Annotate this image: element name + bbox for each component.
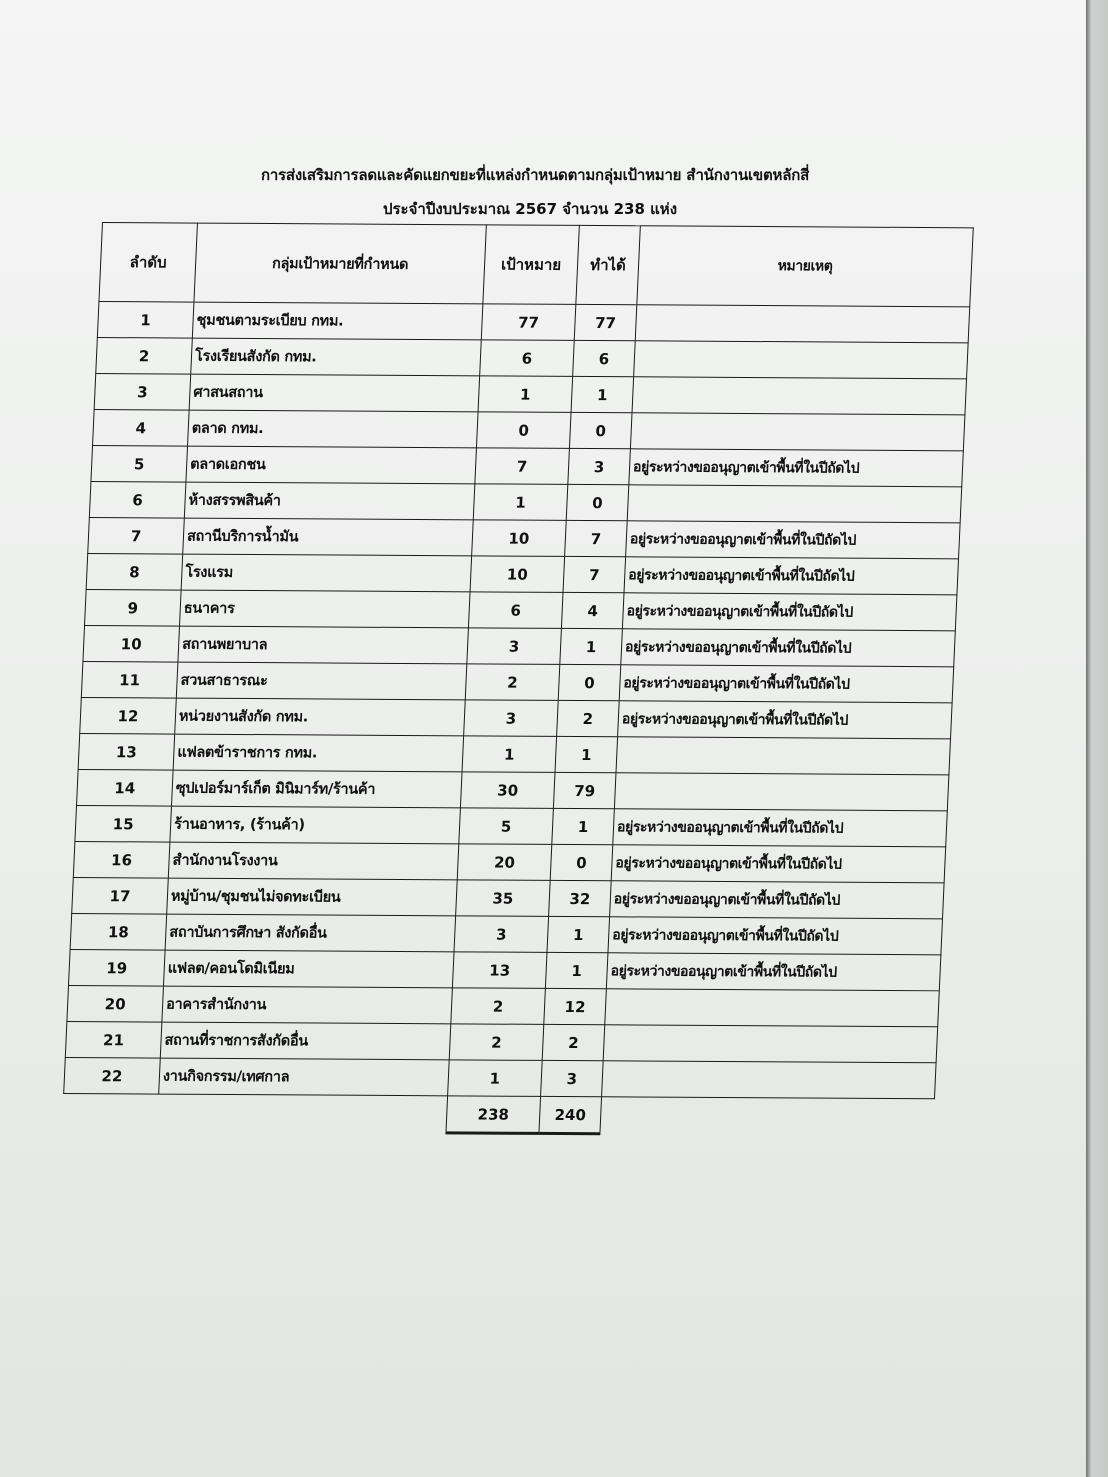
row-done-count: 77 [574,304,637,340]
header-target: เป้าหมาย [483,225,579,305]
row-number: 6 [89,481,186,518]
table-body [64,302,970,1099]
row-note: อยู่ระหว่างขออนุญาตเข้าพื้นที่ในปีถัดไป [611,845,946,883]
table-row [64,1057,936,1098]
row-note: อยู่ระหว่างขออนุญาตเข้าพื้นที่ในปีถัดไป [606,953,941,991]
row-target-count: 30 [460,772,555,809]
paper-edge-shadow [1086,0,1108,1477]
row-done-count: 4 [561,592,624,628]
row-done-count: 1 [545,952,608,988]
row-note: อยู่ระหว่างขออนุญาตเข้าพื้นที่ในปีถัดไป [629,449,964,487]
row-note: อยู่ระหว่างขออนุญาตเข้าพื้นที่ในปีถัดไป [608,917,943,955]
row-done-count: 7 [563,556,626,592]
row-target-group: ห้างสรรพสินค้า [184,482,475,520]
row-number: 1 [97,302,194,339]
row-target-group: ศาสนสถาน [189,374,480,412]
table-row [78,733,950,774]
document-title: การส่งเสริมการลดและคัดแยกขยะที่แหล่งกำหนดตามกลุ่มเป้าหมาย สำนักงานเขตหลักสี่ [260,166,810,184]
table-row [83,625,955,666]
row-note [616,737,951,775]
row-target-group: โรงแรม [181,554,472,592]
row-target-group: สถาบันการศึกษา สังกัดอื่น [165,914,456,952]
row-done-count: 0 [566,484,629,520]
header-note: หมายเหตุ [637,226,973,307]
row-target-group: ชุมชนตามระเบียบ กทม. [192,302,483,340]
table-container [61,222,973,1137]
row-done-count: 2 [542,1024,605,1060]
table-row [91,445,963,486]
row-number: 19 [69,949,166,986]
table-row [97,302,969,343]
table-row [77,769,949,810]
row-number: 20 [67,985,164,1022]
row-number: 4 [93,409,190,446]
table-row [70,913,942,954]
table-row [88,517,960,558]
row-done-count: 1 [555,736,618,772]
total-blank-1 [62,1093,159,1131]
row-note: อยู่ระหว่างขออนุญาตเข้าพื้นที่ในปีถัดไป [613,809,948,847]
total-row [62,1093,934,1135]
row-target-count: 7 [475,448,570,485]
document-subtitle: ประจำปีงบประมาณ 2567 จำนวน 238 แห่ง [382,200,678,218]
row-number: 13 [78,733,175,770]
table-row [96,338,968,379]
row-target-group: แฟลต/คอนโดมิเนียม [163,950,454,988]
row-target-count: 1 [462,736,557,773]
row-target-count: 20 [457,844,552,881]
table-row [69,949,941,990]
row-done-count: 7 [565,520,628,556]
table-row [94,374,966,415]
row-target-group: งานกิจกรรม/เทศกาล [159,1058,450,1096]
row-number: 12 [80,697,177,734]
row-target-group: สถานีบริการน้ำมัน [183,518,474,556]
row-note [603,1025,938,1063]
row-note: อยู่ระหว่างขออนุญาตเข้าพื้นที่ในปีถัดไป [618,701,953,739]
row-done-count: 0 [558,664,621,700]
row-target-count: 35 [456,880,551,917]
total-blank-2 [157,1094,448,1133]
table-row [73,841,945,882]
row-target-count: 2 [451,988,546,1025]
row-target-group: ธนาคาร [180,590,471,628]
row-target-group: ซุปเปอร์มาร์เก็ต มินิมาร์ท/ร้านค้า [171,770,462,808]
row-target-group: แฟลตข้าราชการ กทม. [173,734,464,772]
row-note: อยู่ระหว่างขออนุญาตเข้าพื้นที่ในปีถัดไป [624,557,959,595]
header-group: กลุ่มเป้าหมายที่กำหนด [194,223,486,304]
row-done-count: 12 [544,988,607,1024]
target-group-table [61,222,973,1137]
row-note [632,377,967,415]
row-target-count: 6 [480,340,575,377]
table-row [75,805,947,846]
header-row [99,223,973,307]
row-target-count: 3 [467,628,562,665]
row-number: 21 [65,1021,162,1058]
row-done-count: 6 [573,340,636,376]
row-note [602,1061,937,1099]
header-done: ทำได้ [576,225,641,304]
row-number: 8 [86,553,183,590]
row-note [627,485,962,523]
row-number: 3 [94,374,191,411]
row-target-count: 1 [448,1060,543,1097]
row-number: 16 [73,841,170,878]
row-note: อยู่ระหว่างขออนุญาตเข้าพื้นที่ในปีถัดไป [626,521,961,559]
row-done-count: 1 [547,916,610,952]
row-number: 9 [85,589,182,626]
row-note [605,989,940,1027]
row-note [635,305,970,343]
row-target-count: 2 [465,664,560,701]
row-done-count: 1 [560,628,623,664]
row-target-count: 5 [459,808,554,845]
row-done-count: 3 [568,448,631,484]
row-target-group: ตลาดเอกชน [186,446,477,484]
row-note: อยู่ระหว่างขออนุญาตเข้าพื้นที่ในปีถัดไป [610,881,945,919]
row-done-count: 3 [541,1060,604,1096]
row-done-count: 1 [552,808,615,844]
row-target-count: 6 [468,592,563,629]
row-note: อยู่ระหว่างขออนุญาตเข้าพื้นที่ในปีถัดไป [619,665,954,703]
row-done-count: 2 [557,700,620,736]
total-target: 238 [446,1096,541,1134]
table-row [65,1021,937,1062]
row-target-count: 3 [454,916,549,953]
row-number: 11 [81,661,178,698]
row-note [614,773,949,811]
row-target-group: สถานพยาบาล [178,626,469,664]
row-number: 17 [72,877,169,914]
row-target-count: 2 [449,1024,544,1061]
row-target-group: โรงเรียนสังกัด กทม. [191,338,482,376]
row-target-group: สวนสาธารณะ [176,662,467,700]
row-target-count: 77 [481,304,576,341]
row-done-count: 79 [553,772,616,808]
table-row [67,985,939,1026]
row-target-count: 1 [478,376,573,413]
row-target-count: 0 [476,412,571,449]
total-blank-3 [600,1097,935,1136]
row-number: 15 [75,805,172,842]
row-number: 22 [64,1057,161,1094]
row-target-group: หมู่บ้าน/ชุมชนไม่จดทะเบียน [167,878,458,916]
table-row [81,661,953,702]
row-target-group: หน่วยงานสังกัด กทม. [175,698,466,736]
row-target-group: อาคารสำนักงาน [162,986,453,1024]
row-number: 5 [91,445,188,482]
row-note [634,341,969,379]
row-note: อยู่ระหว่างขออนุญาตเข้าพื้นที่ในปีถัดไป [622,593,957,631]
row-target-count: 3 [464,700,559,737]
row-done-count: 0 [569,412,632,448]
row-target-count: 10 [472,520,567,557]
row-done-count: 32 [549,880,612,916]
table-row [93,409,965,450]
table-row [89,481,961,522]
row-number: 18 [70,913,167,950]
row-number: 10 [83,625,180,662]
table-row [86,553,958,594]
row-note [630,413,965,451]
row-target-group: ร้านอาหาร, (ร้านค้า) [170,806,461,844]
row-number: 7 [88,517,185,554]
row-number: 14 [77,769,174,806]
row-target-group: สถานที่ราชการสังกัดอื่น [160,1022,451,1060]
row-target-group: สำนักงานโรงงาน [168,842,459,880]
row-target-count: 13 [452,952,547,989]
row-done-count: 0 [550,844,613,880]
table-row [72,877,944,918]
row-note: อยู่ระหว่างขออนุญาตเข้าพื้นที่ในปีถัดไป [621,629,956,667]
table-row [80,697,952,738]
header-no: ลำดับ [99,223,197,303]
row-done-count: 1 [571,376,634,412]
row-target-count: 1 [473,484,568,521]
row-target-count: 10 [470,556,565,593]
row-number: 2 [96,338,193,375]
total-done: 240 [539,1096,602,1133]
row-target-group: ตลาด กทม. [188,410,479,448]
table-row [85,589,957,630]
